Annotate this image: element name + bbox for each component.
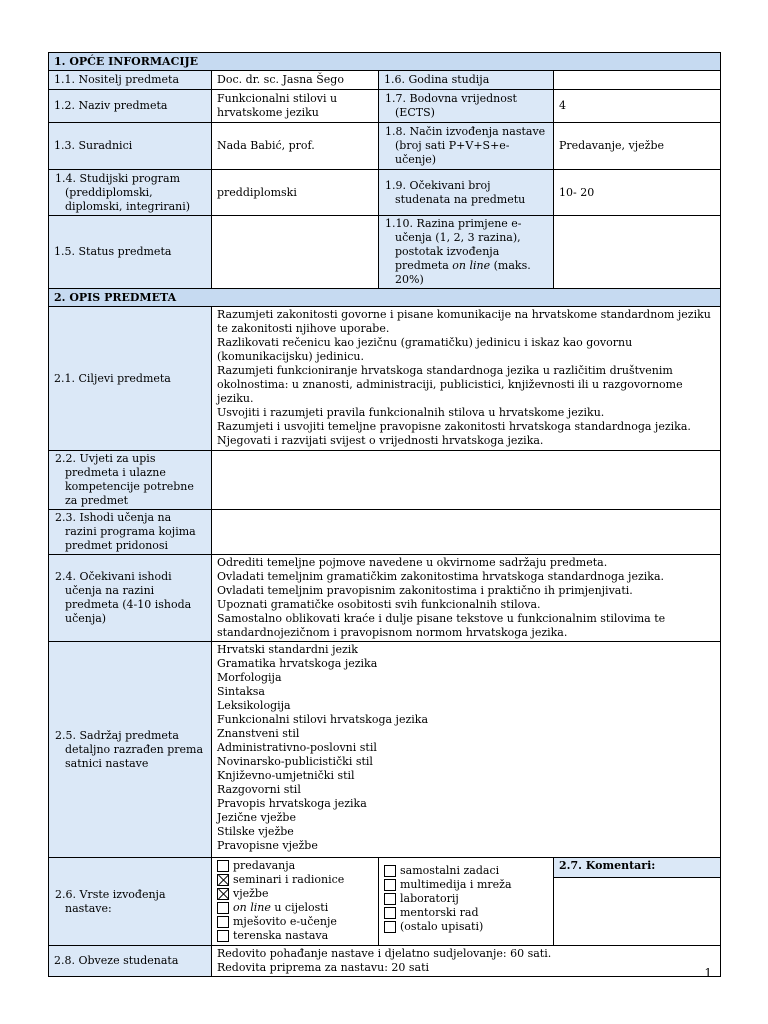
content-line: Sintaksa — [217, 685, 265, 698]
outcome-line: Odrediti temeljne pojmove navedene u okvirnome sadržaju predmeta. — [217, 556, 608, 569]
teaching-mode-value: Predavanje, vježbe — [554, 123, 721, 170]
checkbox-icon — [217, 860, 229, 872]
program-outcomes-value — [212, 510, 721, 555]
program-outcomes-label: 2.3. Ishodi učenja na razini programa kojima predmet pridonosi — [49, 510, 212, 555]
course-holder-label: 1.1. Nositelj predmeta — [49, 71, 212, 90]
checkbox-predavanja[interactable]: predavanja — [217, 859, 373, 873]
course-name-label: 1.2. Naziv predmeta — [49, 90, 212, 123]
table-row — [49, 451, 721, 510]
checkbox-icon — [217, 916, 229, 928]
goal-line: Razumjeti zakonitosti govorne i pisane komunikacije na hrvatskome standardnom jeziku te zakonitosti njihove uporabe. — [217, 308, 711, 335]
study-program-label: 1.4. Studijski program (preddiplomski, diplomski, integrirani) — [49, 170, 212, 216]
collaborators-label: 1.3. Suradnici — [49, 123, 212, 170]
checkbox-icon — [384, 865, 396, 877]
checkbox-icon — [384, 907, 396, 919]
ects-label: 1.7. Bodovna vrijednost (ECTS) — [379, 90, 554, 123]
prerequisites-value — [212, 451, 721, 510]
checkbox-samostalni[interactable]: samostalni zadaci — [384, 864, 548, 878]
content-line: Hrvatski standardni jezik — [217, 643, 358, 656]
checkbox-terenska[interactable]: terenska nastava — [217, 929, 373, 943]
comments-value — [554, 878, 720, 880]
obligation-line: Redovito pohađanje nastave i djelatno sudjelovanje: 60 sati. — [217, 947, 552, 960]
table-row — [49, 307, 721, 451]
page-number: 1 — [704, 966, 712, 980]
checkbox-icon — [384, 921, 396, 933]
content-line: Administrativno-poslovni stil — [217, 741, 377, 754]
checked-box-icon — [217, 888, 229, 900]
goal-line: Usvojiti i razumjeti pravila funkcionalnih stilova u hrvatskome jeziku. — [217, 406, 605, 419]
content-line: Leksikologija — [217, 699, 291, 712]
checkbox-mjesovito[interactable]: mješovito e-učenje — [217, 915, 373, 929]
table-row — [49, 642, 721, 858]
checkbox-icon — [217, 930, 229, 942]
prerequisites-label: 2.2. Uvjeti za upis predmeta i ulazne kompetencije potrebne za predmet — [49, 451, 212, 510]
course-content-value — [212, 642, 721, 858]
outcome-line: Samostalno oblikovati kraće i dulje pisane tekstove u funkcionalnim stilovima te standardnojezičnom i pravopisnom normom hrvatskoga jezika. — [217, 612, 666, 639]
checkbox-multimedija[interactable]: multimedija i mreža — [384, 878, 548, 892]
goals-value — [212, 307, 721, 451]
checkbox-seminari[interactable]: seminari i radionice — [217, 873, 373, 887]
section-1-title: 1. OPĆE INFORMACIJE — [49, 53, 721, 71]
elearning-level-value — [554, 216, 721, 289]
collaborators-value: Nada Babić, prof. — [212, 123, 379, 170]
teaching-forms-col2 — [379, 858, 554, 946]
expected-outcomes-value — [212, 555, 721, 642]
course-status-label: 1.5. Status predmeta — [49, 216, 212, 289]
comments-label: 2.7. Komentari: — [554, 858, 720, 878]
syllabus-table — [48, 52, 721, 977]
content-line: Novinarsko-publicistički stil — [217, 755, 373, 768]
checkbox-icon — [384, 893, 396, 905]
table-row — [49, 858, 721, 946]
content-line: Funkcionalni stilovi hrvatskoga jezika — [217, 713, 429, 726]
study-year-value — [554, 71, 721, 90]
checked-box-icon — [217, 874, 229, 886]
goal-line: Razumjeti funkcioniranje hrvatskoga standardnoga jezika u različitim društvenim okolnostima: u znanosti, administraciji, publicistici, književnosti ili u razgovornome jeziku. — [217, 364, 683, 405]
obligations-value — [212, 946, 721, 977]
table-row — [49, 90, 721, 123]
content-line: Književno-umjetnički stil — [217, 769, 355, 782]
comments-cell — [554, 858, 721, 946]
checkbox-ostalo[interactable]: (ostalo upisati) — [384, 920, 548, 934]
outcome-line: Ovladati temeljnim pravopisnim zakonitostima i praktično ih primjenjivati. — [217, 584, 633, 597]
table-row — [49, 510, 721, 555]
outcome-line: Ovladati temeljnim gramatičkim zakonitostima hrvatskoga standardnoga jezika. — [217, 570, 665, 583]
ects-value: 4 — [554, 90, 721, 123]
goal-line: Razlikovati rečenicu kao jezičnu (gramatičku) jedinicu i iskaz kao govornu (komunikacijsku) jedinicu. — [217, 336, 633, 363]
table-row — [49, 170, 721, 216]
table-row — [49, 946, 721, 977]
table-row — [49, 555, 721, 642]
content-line: Razgovorni stil — [217, 783, 301, 796]
section-2-title: 2. OPIS PREDMETA — [49, 289, 721, 307]
section-2-header — [49, 289, 721, 307]
checkbox-vjezbe[interactable]: vježbe — [217, 887, 373, 901]
goal-line: Razumjeti i usvojiti temeljne pravopisne zakonitosti hrvatskoga standardnoga jezika. — [217, 420, 691, 433]
teaching-forms-label: 2.6. Vrste izvođenja nastave: — [49, 858, 212, 946]
obligations-label: 2.8. Obveze studenata — [49, 946, 212, 977]
content-line: Morfologija — [217, 671, 282, 684]
checkbox-online[interactable]: on line u cijelosti — [217, 901, 373, 915]
checkbox-icon — [384, 879, 396, 891]
expected-students-value: 10- 20 — [554, 170, 721, 216]
content-line: Znanstveni stil — [217, 727, 300, 740]
content-line: Stilske vježbe — [217, 825, 294, 838]
expected-students-label: 1.9. Očekivani broj studenata na predmetu — [379, 170, 554, 216]
content-line: Gramatika hrvatskoga jezika — [217, 657, 378, 670]
elearning-level-label: 1.10. Razina primjene e-učenja (1, 2, 3 razina), postotak izvođenja predmeta on line (maks. 20%) — [379, 216, 554, 289]
obligation-line: Redovita priprema za nastavu: 20 sati — [217, 961, 430, 974]
course-content-label: 2.5. Sadržaj predmeta detaljno razrađen prema satnici nastave — [49, 642, 212, 858]
content-line: Jezične vježbe — [217, 811, 296, 824]
checkbox-mentorski[interactable]: mentorski rad — [384, 906, 548, 920]
study-program-value: preddiplomski — [212, 170, 379, 216]
course-holder-value: Doc. dr. sc. Jasna Šego — [212, 71, 379, 90]
section-1-header — [49, 53, 721, 71]
table-row — [49, 123, 721, 170]
course-status-value — [212, 216, 379, 289]
table-row — [49, 71, 721, 90]
goal-line: Njegovati i razvijati svijest o vrijednosti hrvatskoga jezika. — [217, 434, 544, 447]
content-line: Pravopis hrvatskoga jezika — [217, 797, 367, 810]
course-name-value: Funkcionalni stilovi u hrvatskome jeziku — [212, 90, 379, 123]
content-line: Pravopisne vježbe — [217, 839, 318, 852]
checkbox-laboratorij[interactable]: laboratorij — [384, 892, 548, 906]
teaching-forms-col1 — [212, 858, 379, 946]
expected-outcomes-label: 2.4. Očekivani ishodi učenja na razini predmeta (4-10 ishoda učenja) — [49, 555, 212, 642]
syllabus-document — [48, 52, 720, 977]
outcome-line: Upoznati gramatičke osobitosti svih funkcionalnih stilova. — [217, 598, 541, 611]
table-row — [49, 216, 721, 289]
study-year-label: 1.6. Godina studija — [379, 71, 554, 90]
teaching-mode-label: 1.8. Način izvođenja nastave (broj sati P+V+S+e-učenje) — [379, 123, 554, 170]
goals-label: 2.1. Ciljevi predmeta — [49, 307, 212, 451]
checkbox-icon — [217, 902, 229, 914]
